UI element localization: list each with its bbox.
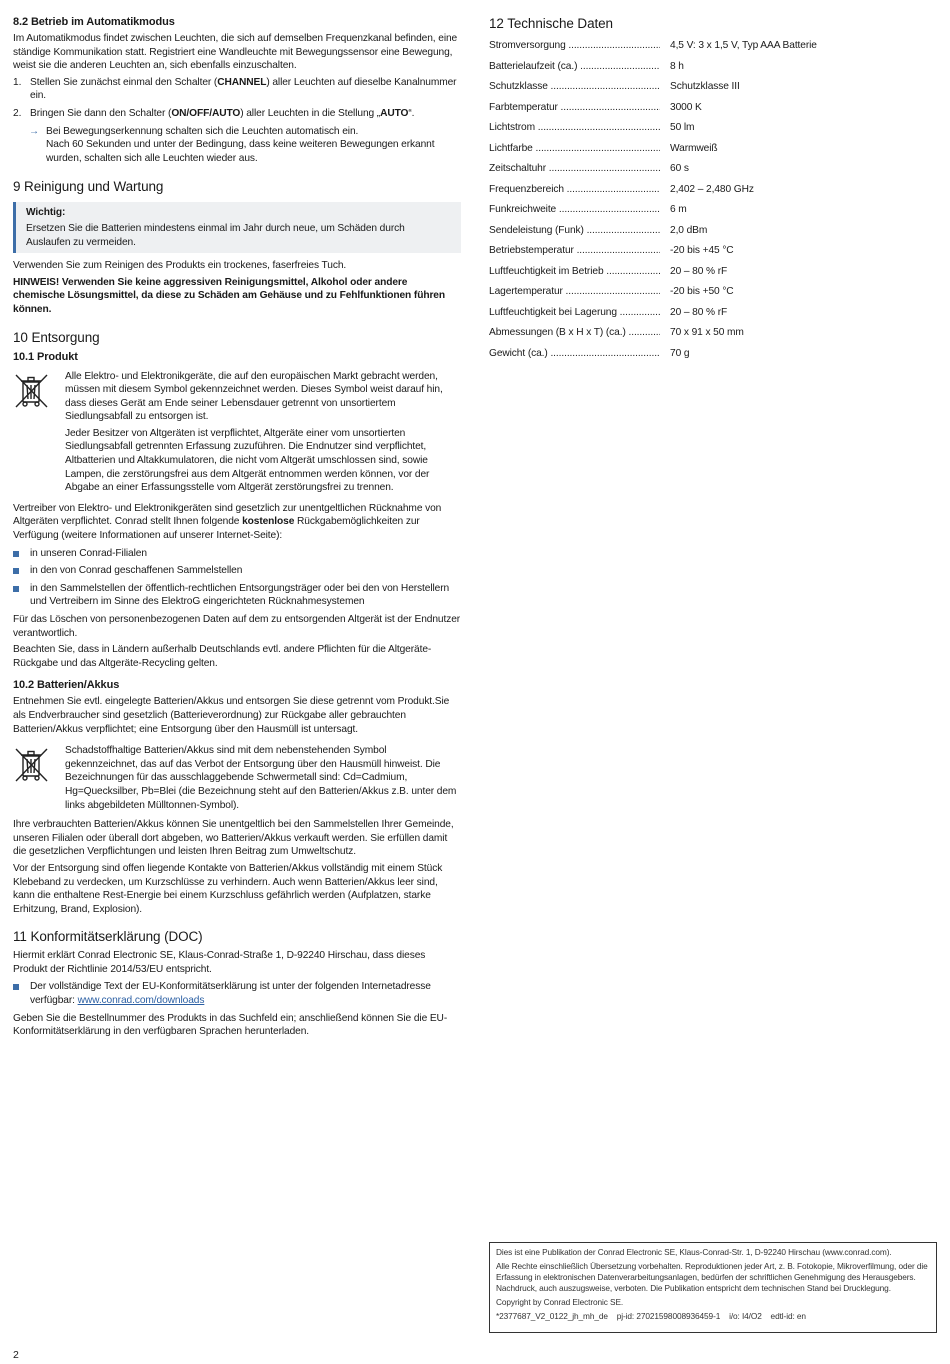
spec-row xyxy=(489,221,937,242)
spec-label: Gewicht (ca.) ..... xyxy=(489,347,660,361)
spec-value: 2,402 – 2,480 GHz xyxy=(670,183,754,195)
note-title: Wichtig: xyxy=(26,207,66,219)
spec-label: Lichtfarbe ..... xyxy=(489,142,660,156)
section-10-2-heading: 10.2 Batterien/Akkus xyxy=(13,679,120,692)
bullet-icon xyxy=(13,564,30,578)
step-2-text-c: ) aller Leuchten in die Stellung „ xyxy=(240,107,381,119)
step-1-text xyxy=(30,76,461,103)
important-note xyxy=(13,202,461,253)
spec-value: 60 s xyxy=(670,163,689,175)
return-option-3 xyxy=(13,582,461,609)
spec-value: -20 bis +50 °C xyxy=(670,286,734,298)
conformity-text: Hiermit erklärt Conrad Electronic SE, Klaus-Conrad-Straße 1, D-92240 Hirschau, dass dieses Produkt der Richtlinie 2014/53/EU entspricht. xyxy=(13,950,426,975)
spec-value: 8 h xyxy=(670,60,684,72)
spec-value: Schutzklasse III xyxy=(670,81,740,93)
conformity-bullet xyxy=(13,980,461,1007)
spec-row xyxy=(489,57,937,78)
battery-intro: Entnehmen Sie evtl. eingelegte Batterien/Akkus und entsorgen Sie diese getrennt vom Produkt.Sie als Endverbraucher sind gesetzlich (Batterieverordnung) zur Rückgabe aller gebrauchten Batterien/Akkus verpflichtet; eine Entsorgung über den Hausmüll ist untersagt. xyxy=(13,696,450,735)
bullet-icon xyxy=(13,582,30,609)
footer-rights: Alle Rechte einschließlich Übersetzung vorbehalten. Reproduktionen jeder Art, z. B. Fotokopie, Mikroverfilmung, oder die Erfassung in elektronischen Datenverarbeitungsanlagen, bedürfen der schriftlichen Genehmigung des Herausgebers. Nachdruck, auch auszugsweise, verboten. Die Publikation entspricht dem technischen Stand bei Drucklegung. xyxy=(496,1261,928,1293)
section-8-2-heading: 8.2 Betrieb im Automatikmodus xyxy=(13,16,175,28)
note-text: Ersetzen Sie die Batterien mindestens einmal im Jahr durch neue, um Schäden durch Auslaufen zu vermeiden. xyxy=(26,222,405,248)
channel-switch-label: CHANNEL xyxy=(217,76,267,88)
spec-label: Zeitschaltuhr ..... xyxy=(489,162,660,176)
section-10-heading: 10 Entsorgung xyxy=(13,329,100,345)
spec-row xyxy=(489,323,937,344)
step-2-text xyxy=(30,107,414,121)
return-option-1-text: in unseren Conrad-Filialen xyxy=(30,547,147,559)
spec-value: 70 x 91 x 50 mm xyxy=(670,327,744,339)
battery-symbol-block xyxy=(13,744,461,812)
step-2-number: 2. xyxy=(13,107,22,119)
spec-label: Abmessungen (B x H x T) (ca.) ..... xyxy=(489,326,660,340)
distributor-text-c: Rückgabemöglichkeiten zur Verfügung (weitere Informationen auf unserer Internet-Seite): xyxy=(13,516,420,542)
return-option-3-text: in den Sammelstellen der öffentlich-rechtlichen Entsorgungsträger oder bei den von Herstellern und Vertreibern im Sinne des ElektroG eingerichteten Rücknahmesystemen xyxy=(30,582,450,608)
spec-value: 6 m xyxy=(670,204,687,216)
footer-ids: *2377687_V2_0122_jh_mh_de pj-id: 27021598008936459-1 i/o: I4/O2 edtl-id: en xyxy=(496,1311,806,1321)
spec-row xyxy=(489,282,937,303)
step-result xyxy=(29,125,461,166)
spec-row xyxy=(489,344,937,365)
spec-value: Warmweiß xyxy=(670,142,718,154)
auto-position-label: AUTO xyxy=(380,107,409,119)
conformity-bullet-text xyxy=(30,980,461,1007)
spec-label: Luftfeuchtigkeit im Betrieb ..... xyxy=(489,265,660,279)
step-1-text-a: Stellen Sie zunächst einmal den Schalter ( xyxy=(30,76,218,88)
return-option-2-text: in den von Conrad geschaffenen Sammelstellen xyxy=(30,565,243,577)
spec-label: Schutzklasse ..... xyxy=(489,80,660,94)
spec-label: Frequenzbereich ..... xyxy=(489,183,660,197)
step-1-text-c: ) aller Leuchten auf dieselbe Kanalnummer ein. xyxy=(30,76,457,102)
spec-label: Luftfeuchtigkeit bei Lagerung ..... xyxy=(489,306,660,320)
bullet-icon xyxy=(13,547,30,561)
spec-row xyxy=(489,241,937,262)
conformity-bullet-text-a: Der vollständige Text der EU-Konformitätserklärung ist unter der folgenden Internetadresse verfügbar: xyxy=(30,981,431,1007)
abroad-text: Beachten Sie, dass in Ländern außerhalb Deutschlands evtl. andere Pflichten für die Altgeräte-Rückgabe und das Altgeräte-Recycling gelten. xyxy=(13,644,432,669)
spec-row xyxy=(489,200,937,221)
spec-row xyxy=(489,139,937,160)
specs-table xyxy=(489,36,937,364)
onoffauto-switch-label: ON/OFF/AUTO xyxy=(171,107,241,119)
spec-value: 20 – 80 % rF xyxy=(670,306,728,318)
cleaning-warning: HINWEIS! Verwenden Sie keine aggressiven Reinigungsmittel, Alkohol oder andere chemische Lösungsmittel, da diese zu Schäden am Gehäuse und zu Fehlfunktionen führen können. xyxy=(13,276,446,315)
step-2-text-a: Bringen Sie dann den Schalter ( xyxy=(30,107,172,119)
step-1 xyxy=(13,76,461,103)
spec-value: -20 bis +45 °C xyxy=(670,245,734,257)
spec-label: Farbtemperatur ..... xyxy=(489,101,660,115)
page-number: 2 xyxy=(13,1349,19,1361)
personal-data-text: Für das Löschen von personenbezogenen Daten auf dem zu entsorgenden Altgerät ist der Endnutzer verantwortlich. xyxy=(13,614,461,639)
publication-footer xyxy=(489,1242,937,1333)
return-option-2 xyxy=(13,564,461,578)
spec-label: Stromversorgung ..... xyxy=(489,39,660,53)
spec-row xyxy=(489,303,937,324)
conformity-search-text: Geben Sie die Bestellnummer des Produkts in das Suchfeld ein; anschließend können Sie die EU-Konformitätserklärung in den verfügbaren Sprachen herunterladen. xyxy=(13,1012,448,1038)
spec-value: 2,0 dBm xyxy=(670,224,708,236)
crossed-bin-icon xyxy=(13,370,65,495)
spec-label: Funkreichweite ..... xyxy=(489,203,660,217)
spec-label: Lagertemperatur ..... xyxy=(489,285,660,299)
weee-paragraph-2: Jeder Besitzer von Altgeräten ist verpflichtet, Altgeräte einer vom unsortierten Siedlungsabfall getrennten Erfassung zuzuführen. Die Endnutzer sind verpflichtet, Altbatterien und Altakkumulatoren, die nicht vom Altgerät umschlossen sind, sowie Lampen, die zerstörungsfrei aus dem Altgerät entnommen werden können, vor der Abgabe an einer Erfassungsstelle vom Altgerät zerstörungsfrei zu trennen. xyxy=(65,427,430,494)
spec-row xyxy=(489,262,937,283)
spec-row xyxy=(489,36,937,57)
step-result-line-1: Bei Bewegungserkennung schalten sich die Leuchten automatisch ein. xyxy=(46,125,359,137)
section-8-2-intro: Im Automatikmodus findet zwischen Leuchten, die sich auf demselben Frequenzkanal befinden, eine ständige Kommunikation statt. Registriert eine Wandleuchte mit Bewegungssensor eine Bewegung, weist sie die anderen Leuchten an, sich ebenfalls einzuschalten. xyxy=(13,33,458,72)
section-10-1-heading: 10.1 Produkt xyxy=(13,350,78,363)
step-1-number: 1. xyxy=(13,76,22,88)
spec-value: 50 lm xyxy=(670,122,695,134)
spec-value: 20 – 80 % rF xyxy=(670,265,728,277)
cleaning-text: Verwenden Sie zum Reinigen des Produkts ein trockenes, faserfreies Tuch. xyxy=(13,260,347,272)
right-column xyxy=(489,15,937,364)
spec-row xyxy=(489,77,937,98)
arrow-right-icon: → xyxy=(29,125,40,137)
step-2-text-e: “. xyxy=(408,107,415,119)
spec-value: 3000 K xyxy=(670,101,702,113)
section-12-heading: 12 Technische Daten xyxy=(489,16,613,31)
spec-label: Batterielaufzeit (ca.) ..... xyxy=(489,60,660,74)
distributor-text-a: Vertreiber von Elektro- und Elektronikgeräten sind gesetzlich zur unentgeltlichen Rücknahme von Altgeräten verpflichtet. Conrad stellt Ihnen folgende xyxy=(13,502,442,528)
footer-copyright: Copyright by Conrad Electronic SE. xyxy=(496,1297,624,1307)
left-column xyxy=(13,15,461,1042)
return-option-1 xyxy=(13,547,461,561)
bullet-icon xyxy=(13,980,30,1007)
step-result-line-2: Nach 60 Sekunden und unter der Bedingung, dass keine weiteren Bewegungen erkannt wurden, schalten sich alle Leuchten wieder aus. xyxy=(46,139,435,164)
spec-row xyxy=(489,180,937,201)
spec-label: Betriebstemperatur ..... xyxy=(489,244,660,258)
spec-label: Sendeleistung (Funk) ..... xyxy=(489,224,660,238)
step-2 xyxy=(13,107,461,121)
footer-publisher: Dies ist eine Publikation der Conrad Electronic SE, Klaus-Conrad-Str. 1, D-92240 Hirschau (www.conrad.com). xyxy=(496,1247,892,1257)
spec-value: 4,5 V: 3 x 1,5 V, Typ AAA Batterie xyxy=(670,40,817,52)
free-of-charge-label: kostenlose xyxy=(242,516,295,528)
spec-label: Lichtstrom ..... xyxy=(489,121,660,135)
spec-row xyxy=(489,159,937,180)
battery-contacts-text: Vor der Entsorgung sind offen liegende Kontakte von Batterien/Akkus vollständig mit einem Stück Klebeband zu verdecken, um Kurzschlüsse zu verhindern. Auch wenn Batterien/Akkus leer sind, kann die enthaltene Rest-Energie bei einem Kurzschluss gefährlich werden (Aufplatzen, starke Erhitzung, Brand, Explosion). xyxy=(13,862,443,915)
section-9-heading: 9 Reinigung und Wartung xyxy=(13,179,164,195)
crossed-bin-battery-icon xyxy=(13,744,65,812)
weee-block xyxy=(13,370,461,495)
distributor-text xyxy=(13,502,461,543)
battery-symbol-text: Schadstoffhaltige Batterien/Akkus sind mit dem nebenstehenden Symbol gekennzeichnet, das auf das Verbot der Entsorgung über den Hausmüll hinweist. Die Bezeichnungen für das ausschlaggebende Schwermetall sind: Cd=Cadmium, Hg=Quecksilber, Pb=Blei (die Bezeichnung steht auf den Batterien/Akkus z.B. unter dem links abgebildeten Mülltonnen-Symbol). xyxy=(65,745,457,811)
spec-value: 70 g xyxy=(670,347,690,359)
battery-return-text: Ihre verbrauchten Batterien/Akkus können Sie unentgeltlich bei den Sammelstellen Ihrer Gemeinde, unseren Filialen oder überall dort abgeben, wo Batterien/Akkus verkauft werden. Sie erfüllen damit die gesetzlichen Verpflichtungen und leisten Ihren Beitrag zum Umweltschutz. xyxy=(13,819,454,858)
weee-paragraph-1: Alle Elektro- und Elektronikgeräte, die auf den europäischen Markt gebracht werden, müssen mit diesem Symbol gekennzeichnet werden. Dieses Symbol weist darauf hin, dass dieses Gerät am Ende seiner Lebensdauer getrennt von unsortiertem Siedlungsabfall zu entsorgen ist. xyxy=(65,370,443,423)
spec-row xyxy=(489,118,937,139)
spec-row xyxy=(489,98,937,119)
downloads-link[interactable]: www.conrad.com/downloads xyxy=(77,995,205,1007)
section-11-heading: 11 Konformitätserklärung (DOC) xyxy=(13,929,203,945)
